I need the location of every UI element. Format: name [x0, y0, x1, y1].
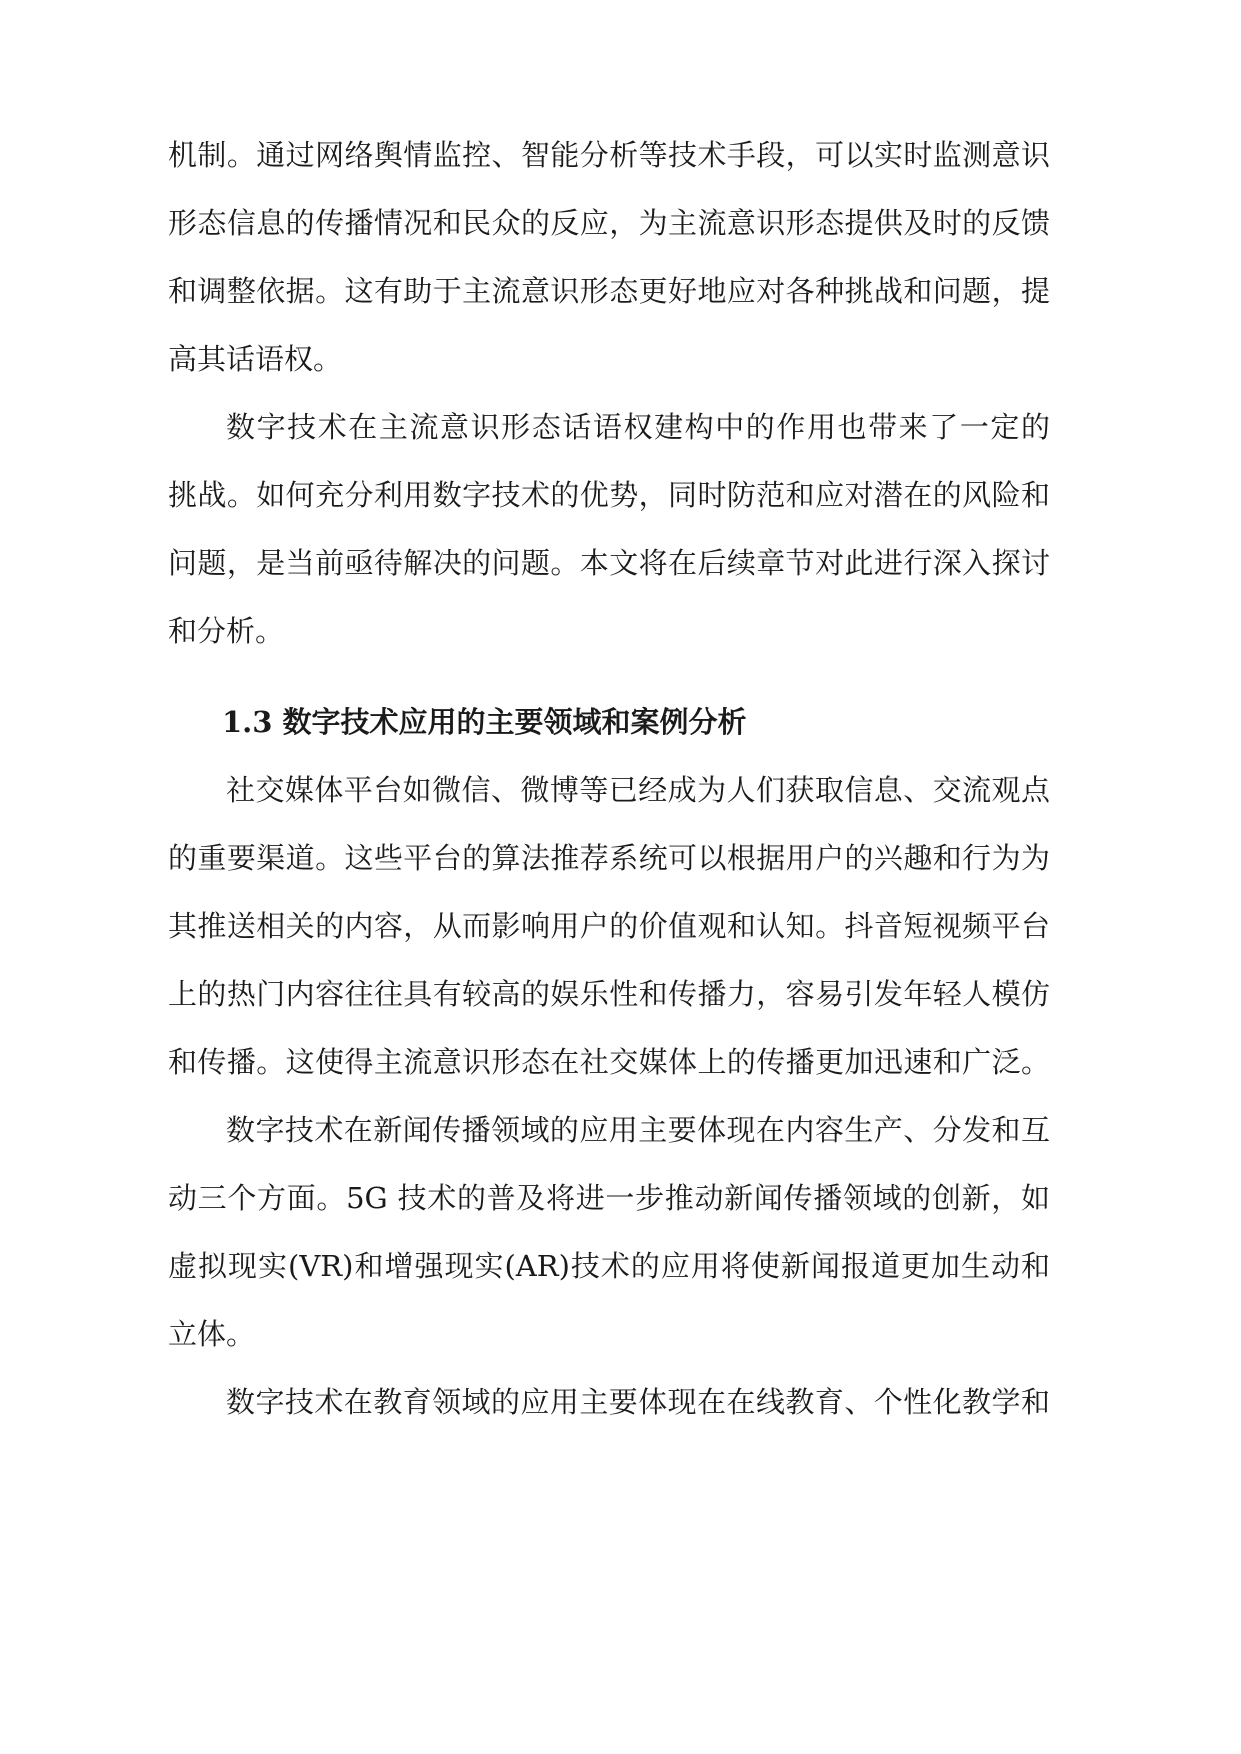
paragraph [168, 756, 1050, 1096]
paragraph-line: 的重要渠道。这些平台的算法推荐系统可以根据用户的兴趣和行为为 [168, 841, 1050, 875]
paragraph-line: 数字技术在主流意识形态话语权建构中的作用也带来了一定的 [226, 410, 1050, 444]
paragraph-line: 和分析。 [168, 614, 285, 648]
paragraph [168, 393, 1050, 665]
paragraph-line: 形态信息的传播情况和民众的反应，为主流意识形态提供及时的反馈 [168, 206, 1050, 240]
paragraph-line: 立体。 [168, 1317, 256, 1351]
paragraph-line: 虚拟现实(VR)和增强现实(AR)技术的应用将使新闻报道更加生动和 [168, 1249, 1050, 1283]
paragraph-line: 动三个方面。5G 技术的普及将进一步推动新闻传播领域的创新，如 [168, 1181, 1050, 1215]
paragraph [168, 121, 1050, 393]
paragraph-line: 挑战。如何充分利用数字技术的优势，同时防范和应对潜在的风险和 [168, 478, 1050, 512]
paragraph-line: 高其话语权。 [168, 342, 343, 376]
paragraph-line: 其推送相关的内容，从而影响用户的价值观和认知。抖音短视频平台 [168, 909, 1050, 943]
section-heading: 1.3 数字技术应用的主要领域和案例分析 [222, 705, 747, 739]
body-text [168, 121, 1050, 1436]
paragraph [168, 1368, 1050, 1436]
paragraph-line: 社交媒体平台如微信、微博等已经成为人们获取信息、交流观点 [226, 773, 1050, 807]
paragraph-line: 数字技术在教育领域的应用主要体现在在线教育、个性化教学和 [226, 1385, 1050, 1419]
paragraph-line: 数字技术在新闻传播领域的应用主要体现在内容生产、分发和互 [226, 1113, 1050, 1147]
paragraph-line: 问题，是当前亟待解决的问题。本文将在后续章节对此进行深入探讨 [168, 546, 1050, 580]
paragraph [168, 1096, 1050, 1368]
paragraph-line: 机制。通过网络舆情监控、智能分析等技术手段，可以实时监测意识 [168, 138, 1050, 172]
paragraph-line: 和调整依据。这有助于主流意识形态更好地应对各种挑战和问题，提 [168, 274, 1050, 308]
paragraph-line: 上的热门内容往往具有较高的娱乐性和传播力，容易引发年轻人模仿 [168, 977, 1050, 1011]
paragraph-line: 和传播。这使得主流意识形态在社交媒体上的传播更加迅速和广泛。 [168, 1045, 1050, 1079]
